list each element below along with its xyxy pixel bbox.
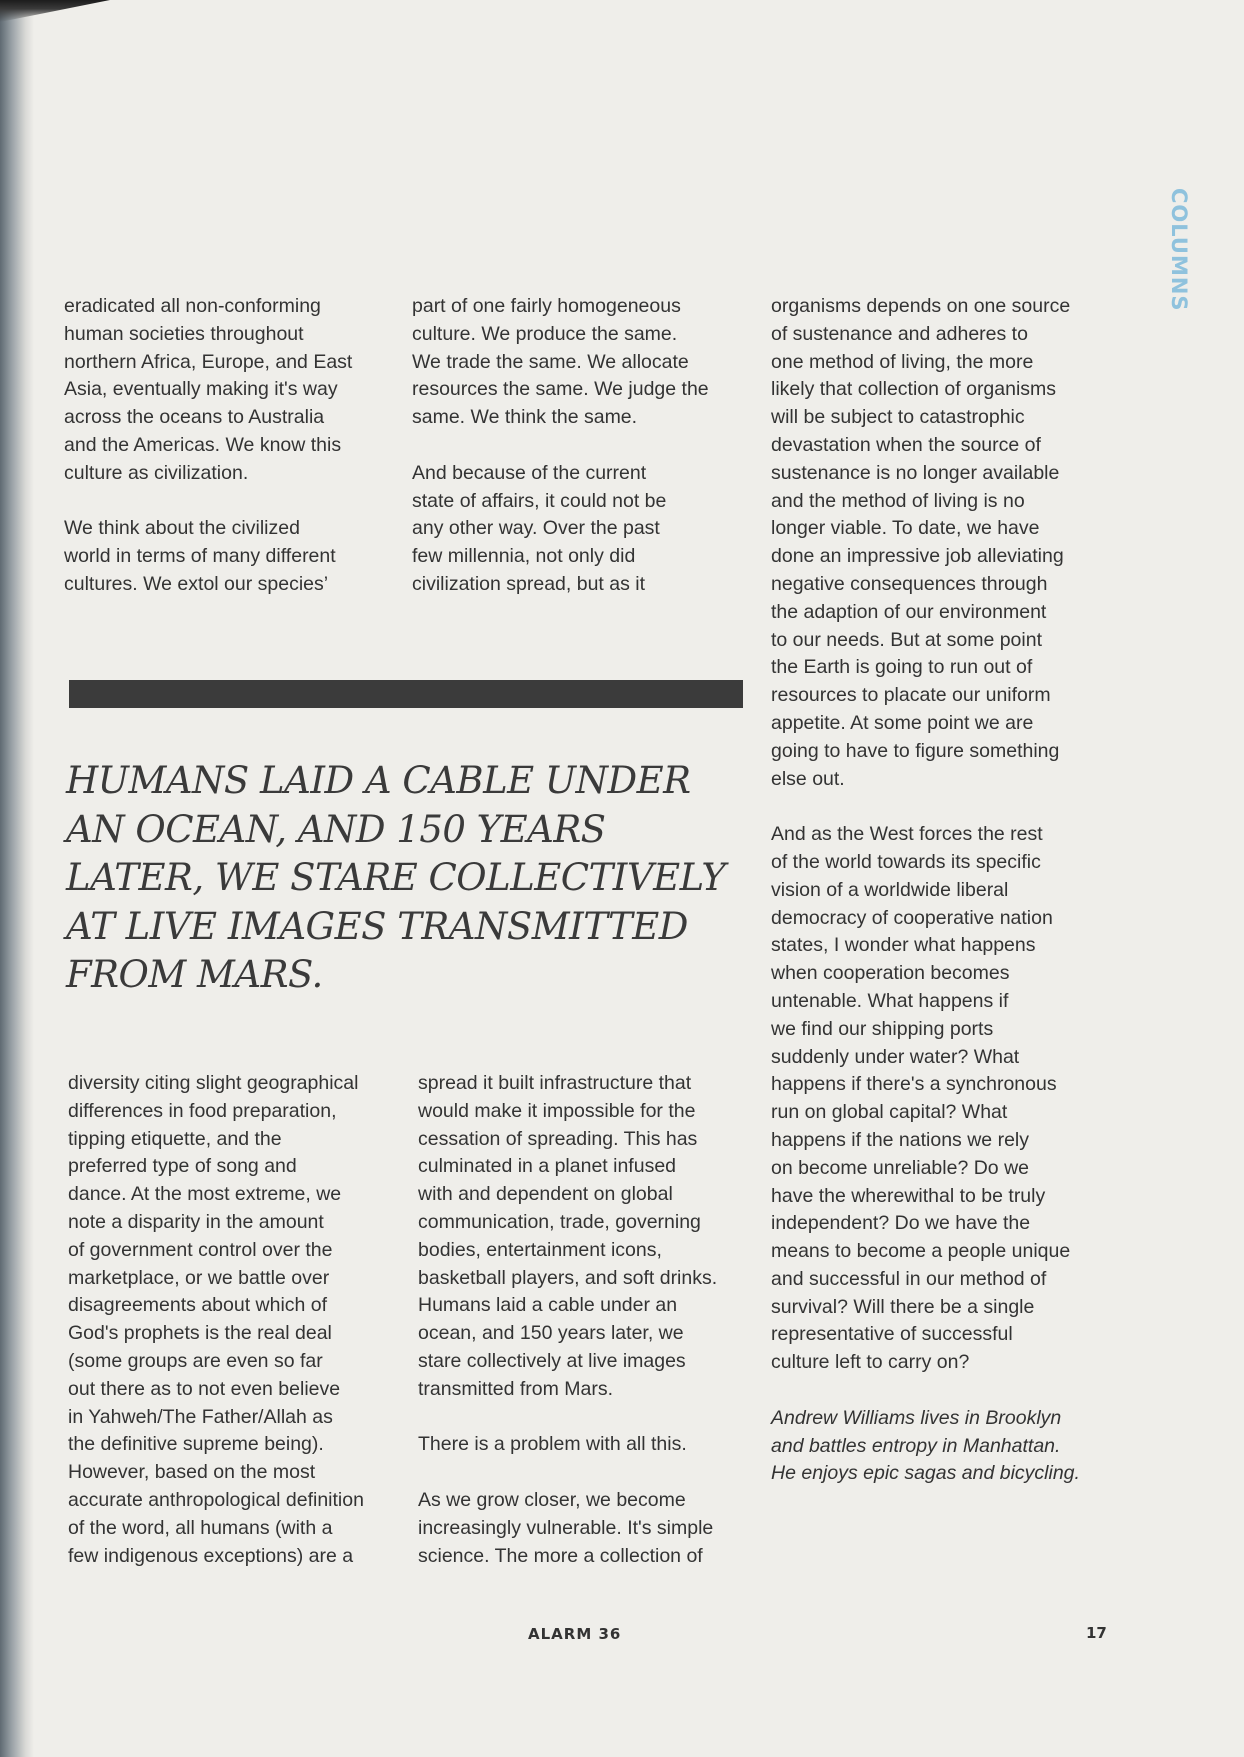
right-column-body xyxy=(771,293,1080,1377)
text-line: marketplace, or we battle over xyxy=(68,1266,330,1289)
text-line: survival? Will there be a single xyxy=(771,1295,1035,1318)
text-line: devastation when the source of xyxy=(771,433,1041,456)
upper-column-2 xyxy=(412,293,709,599)
text-line: world in terms of many different xyxy=(64,545,336,568)
footer-page-number: 17 xyxy=(1086,1624,1107,1642)
text-line: dance. At the most extreme, we xyxy=(68,1183,342,1206)
paragraph xyxy=(771,821,1080,1377)
text-line: have the wherewithal to be truly xyxy=(771,1184,1046,1207)
text-line: else out. xyxy=(771,767,845,790)
text-line: Asia, eventually making it's way xyxy=(64,378,338,401)
text-line: few millennia, not only did xyxy=(412,545,636,568)
text-line: of the word, all humans (with a xyxy=(68,1516,333,1539)
text-line: accurate anthropological definition xyxy=(68,1488,364,1511)
page-corner-shadow xyxy=(0,0,110,22)
text-line: on become unreliable? Do we xyxy=(771,1156,1029,1179)
text-line: science. The more a collection of xyxy=(418,1544,703,1567)
footer-magazine-issue: ALARM 36 xyxy=(528,1625,622,1643)
text-line: same. We think the same. xyxy=(412,406,638,429)
text-line: note a disparity in the amount xyxy=(68,1210,324,1233)
right-column xyxy=(771,293,1080,1488)
text-line: basketball players, and soft drinks. xyxy=(418,1266,718,1289)
text-line: longer viable. To date, we have xyxy=(771,517,1040,540)
paragraph xyxy=(418,1070,717,1404)
text-line: going to have to figure something xyxy=(771,739,1060,762)
paragraph xyxy=(418,1431,717,1459)
text-line: northern Africa, Europe, and East xyxy=(64,350,353,373)
text-line: states, I wonder what happens xyxy=(771,934,1036,957)
text-line: with and dependent on global xyxy=(418,1183,673,1206)
text-line: will be subject to catastrophic xyxy=(771,406,1025,429)
text-line: ocean, and 150 years later, we xyxy=(418,1322,684,1345)
text-line: would make it impossible for the xyxy=(418,1099,696,1122)
text-line: happens if there's a synchronous xyxy=(771,1073,1057,1096)
text-line: culture. We produce the same. xyxy=(412,322,678,345)
text-line: bodies, entertainment icons, xyxy=(418,1238,662,1261)
text-line: one method of living, the more xyxy=(771,350,1034,373)
text-line: any other way. Over the past xyxy=(412,517,660,540)
text-line: of government control over the xyxy=(68,1238,333,1261)
text-line: We trade the same. We allocate xyxy=(412,350,689,373)
upper-column-1 xyxy=(64,293,352,599)
text-line: human societies throughout xyxy=(64,322,304,345)
text-line: spread it built infrastructure that xyxy=(418,1072,692,1094)
text-line: run on global capital? What xyxy=(771,1101,1008,1124)
text-line: cultures. We extol our species’ xyxy=(64,572,329,595)
section-label: COLUMNS xyxy=(1167,188,1191,312)
page-binding-shadow xyxy=(0,0,34,1757)
text-line: the Earth is going to run out of xyxy=(771,656,1033,679)
text-line: God's prophets is the real deal xyxy=(68,1322,332,1345)
text-line: and the method of living is no xyxy=(771,489,1025,512)
text-line: differences in food preparation, xyxy=(68,1099,337,1122)
text-line: disagreements about which of xyxy=(68,1294,328,1317)
text-line: He enjoys epic sagas and bicycling. xyxy=(771,1462,1080,1485)
text-line: Humans laid a cable under an xyxy=(418,1294,678,1317)
text-line: out there as to not even believe xyxy=(68,1377,341,1400)
text-line: tipping etiquette, and the xyxy=(68,1127,282,1150)
paragraph xyxy=(412,460,709,599)
text-line: increasingly vulnerable. It's simple xyxy=(418,1516,714,1539)
text-line: organisms depends on one source xyxy=(771,295,1071,317)
text-line: and battles entropy in Manhattan. xyxy=(771,1434,1061,1457)
text-line: And because of the current xyxy=(412,461,647,484)
text-line: to our needs. But at some point xyxy=(771,628,1043,651)
text-line: representative of successful xyxy=(771,1323,1013,1346)
text-line: resources the same. We judge the xyxy=(412,378,709,401)
text-line: diversity citing slight geographical xyxy=(68,1072,359,1094)
paragraph xyxy=(68,1070,364,1570)
text-line: As we grow closer, we become xyxy=(418,1488,686,1511)
text-line: (some groups are even so far xyxy=(68,1349,323,1372)
text-line: few indigenous exceptions) are a xyxy=(68,1544,354,1567)
text-line: state of affairs, it could not be xyxy=(412,489,667,512)
text-line: resources to placate our uniform xyxy=(771,684,1051,707)
text-line: of sustenance and adheres to xyxy=(771,322,1028,345)
lower-column-1 xyxy=(68,1070,364,1570)
text-line: There is a problem with all this. xyxy=(418,1433,687,1456)
text-line: independent? Do we have the xyxy=(771,1212,1031,1235)
text-line: democracy of cooperative nation xyxy=(771,906,1053,929)
text-line: Andrew Williams lives in Brooklyn xyxy=(771,1406,1062,1429)
text-line: culture as civilization. xyxy=(64,461,249,484)
text-line: we find our shipping ports xyxy=(771,1017,994,1040)
text-line: and the Americas. We know this xyxy=(64,433,342,456)
text-line: LATER, WE STARE COLLECTIVELY xyxy=(66,856,726,899)
text-line: civilization spread, but as it xyxy=(412,572,646,595)
text-line: culture left to carry on? xyxy=(771,1351,970,1374)
text-line: happens if the nations we rely xyxy=(771,1128,1029,1151)
text-line: And as the West forces the rest xyxy=(771,823,1043,846)
text-line: transmitted from Mars. xyxy=(418,1377,614,1400)
paragraph xyxy=(412,293,709,432)
text-line: the adaption of our environment xyxy=(771,600,1047,623)
text-line: untenable. What happens if xyxy=(771,989,1009,1012)
paragraph xyxy=(771,293,1080,793)
text-line: We think about the civilized xyxy=(64,517,300,540)
text-line: AN OCEAN, AND 150 YEARS xyxy=(66,807,606,851)
text-line: of the world towards its specific xyxy=(771,850,1041,873)
text-line: sustenance is no longer available xyxy=(771,461,1060,484)
text-line: part of one fairly homogeneous xyxy=(412,295,681,317)
paragraph xyxy=(64,515,352,598)
text-line: appetite. At some point we are xyxy=(771,711,1034,734)
text-line: negative consequences through xyxy=(771,572,1048,595)
text-line: when cooperation becomes xyxy=(771,962,1010,985)
pull-quote-rule xyxy=(69,680,743,708)
text-line: AT LIVE IMAGES TRANSMITTED xyxy=(66,904,688,948)
text-line: stare collectively at live images xyxy=(418,1349,686,1372)
text-line: However, based on the most xyxy=(68,1461,316,1484)
text-line: HUMANS LAID A CABLE UNDER xyxy=(66,759,691,802)
lower-column-2 xyxy=(418,1070,717,1570)
text-line: eradicated all non-conforming xyxy=(64,295,321,317)
text-line: done an impressive job alleviating xyxy=(771,545,1064,568)
paragraph xyxy=(418,1487,717,1570)
text-line: across the oceans to Australia xyxy=(64,406,325,429)
text-line: cessation of spreading. This has xyxy=(418,1127,698,1150)
text-line: FROM MARS. xyxy=(66,953,323,996)
text-line: means to become a people unique xyxy=(771,1240,1071,1263)
text-line: the definitive supreme being). xyxy=(68,1433,324,1456)
author-bio xyxy=(771,1405,1080,1488)
text-line: communication, trade, governing xyxy=(418,1210,701,1233)
pull-quote xyxy=(66,757,725,1000)
text-line: likely that collection of organisms xyxy=(771,378,1057,401)
text-line: vision of a worldwide liberal xyxy=(771,878,1009,901)
text-line: preferred type of song and xyxy=(68,1155,297,1178)
text-line: and successful in our method of xyxy=(771,1267,1047,1290)
text-line: in Yahweh/The Father/Allah as xyxy=(68,1405,333,1428)
paragraph xyxy=(64,293,352,488)
text-line: culminated in a planet infused xyxy=(418,1155,677,1178)
text-line: suddenly under water? What xyxy=(771,1045,1020,1068)
